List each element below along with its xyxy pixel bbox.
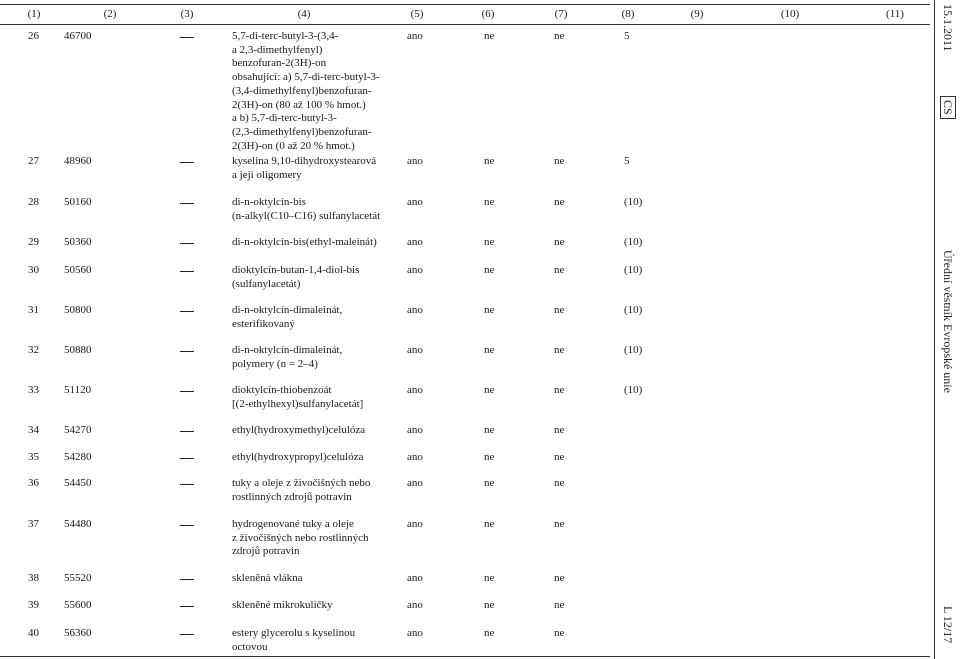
col8-value: 5 (624, 30, 630, 42)
journal-title: Úřední věstník Evropské unie (941, 250, 955, 393)
substance-name-line: octovou (232, 640, 268, 653)
col8-value: (10) (624, 304, 643, 316)
cas-dash (180, 431, 194, 432)
cas-dash (180, 391, 194, 392)
col7-value: ne (554, 344, 565, 356)
reference-number: 50800 (64, 304, 92, 316)
col6-value: ne (484, 236, 495, 248)
cas-dash (180, 271, 194, 272)
reference-number: 51120 (64, 384, 92, 396)
substance-name (232, 30, 412, 153)
substance-name-line: skleněné mikrokuličky (232, 599, 333, 611)
substance-name-line: a její oligomery (232, 168, 302, 181)
col7-value: ne (554, 424, 565, 436)
col-header-4: (4) (297, 8, 311, 20)
col6-value: ne (484, 30, 495, 42)
substance-name-line: hydrogenované tuky a oleje (232, 518, 354, 530)
col6-value: ne (484, 518, 495, 530)
substance-name (232, 304, 412, 331)
header-top-rule (0, 4, 930, 5)
cas-dash (180, 525, 194, 526)
substance-name-line: dioktylcín-butan-1,4-diol-bis (232, 264, 360, 276)
substance-name-line: (2,3-dimethylfenyl)benzofuran- (232, 125, 372, 138)
col5-value: ano (407, 599, 423, 611)
reference-number: 54450 (64, 477, 92, 489)
substance-name-line: zdrojů potravin (232, 545, 300, 558)
substance-name-line: esterifikovaný (232, 317, 295, 330)
table-header (0, 0, 930, 28)
col7-value: ne (554, 451, 565, 463)
col8-value: (10) (624, 264, 643, 276)
col8-value: (10) (624, 236, 643, 248)
col7-value: ne (554, 599, 565, 611)
reference-number: 54270 (64, 424, 92, 436)
table-bottom-rule (0, 656, 930, 657)
substance-name-line: estery glycerolu s kyselinou (232, 627, 356, 639)
col-header-10: (10) (780, 8, 800, 20)
col7-value: ne (554, 264, 565, 276)
header-bottom-rule (0, 24, 930, 25)
row-number: 39 (28, 599, 39, 611)
row-number: 31 (28, 304, 39, 316)
reference-number: 55600 (64, 599, 92, 611)
cas-dash (180, 351, 194, 352)
language-code-box: CS (940, 96, 956, 119)
substance-name-line: polymery (n = 2–4) (232, 357, 318, 370)
col-header-5: (5) (410, 8, 424, 20)
substance-name (232, 384, 412, 411)
row-number: 32 (28, 344, 39, 356)
reference-number: 50160 (64, 196, 92, 208)
col7-value: ne (554, 572, 565, 584)
col7-value: ne (554, 236, 565, 248)
row-number: 28 (28, 196, 39, 208)
col5-value: ano (407, 155, 423, 167)
cas-dash (180, 634, 194, 635)
reference-number: 55520 (64, 572, 92, 584)
substance-name-line: di-n-oktylcín-bis(ethyl-maleinát) (232, 236, 377, 248)
col6-value: ne (484, 572, 495, 584)
col5-value: ano (407, 518, 423, 530)
col5-value: ano (407, 384, 423, 396)
cas-dash (180, 458, 194, 459)
col-header-7: (7) (554, 8, 568, 20)
reference-number: 54480 (64, 518, 92, 530)
substance-name (232, 477, 412, 504)
reference-number: 50360 (64, 236, 92, 248)
col6-value: ne (484, 344, 495, 356)
col7-value: ne (554, 384, 565, 396)
col7-value: ne (554, 518, 565, 530)
col6-value: ne (484, 477, 495, 489)
substance-name (232, 264, 412, 291)
row-number: 37 (28, 518, 39, 530)
substance-name-line: [(2-ethylhexyl)sulfanylacetát] (232, 397, 364, 410)
issue-date: 15.1.2011 (941, 4, 955, 52)
reference-number: 50880 (64, 344, 92, 356)
row-number: 34 (28, 424, 39, 436)
col5-value: ano (407, 344, 423, 356)
substance-name-line: 2(3H)-on (0 až 20 % hmot.) (232, 139, 355, 152)
col-header-9: (9) (690, 8, 704, 20)
substance-name (232, 451, 412, 465)
col6-value: ne (484, 196, 495, 208)
col5-value: ano (407, 264, 423, 276)
col5-value: ano (407, 451, 423, 463)
row-number: 38 (28, 572, 39, 584)
col-header-3: (3) (180, 8, 194, 20)
substance-name (232, 424, 412, 438)
row-number: 26 (28, 30, 39, 42)
substance-name-line: rostlinných zdrojů potravin (232, 490, 352, 503)
page-margin (934, 0, 960, 659)
margin-rule (934, 0, 935, 659)
cas-dash (180, 37, 194, 38)
row-number: 36 (28, 477, 39, 489)
col7-value: ne (554, 30, 565, 42)
cas-dash (180, 243, 194, 244)
substance-name (232, 155, 412, 182)
substance-name-line: z živočišných nebo rostlinných (232, 531, 369, 544)
col8-value: (10) (624, 196, 643, 208)
col6-value: ne (484, 599, 495, 611)
substance-name-line: a 2,3-dimethylfenyl) (232, 43, 323, 56)
col6-value: ne (484, 384, 495, 396)
cas-dash (180, 606, 194, 607)
col5-value: ano (407, 627, 423, 639)
cas-dash (180, 484, 194, 485)
col8-value: (10) (624, 384, 643, 396)
substance-name (232, 599, 412, 613)
reference-number: 54280 (64, 451, 92, 463)
col8-value: 5 (624, 155, 630, 167)
page-reference: L 12/17 (941, 606, 955, 644)
substance-name-line: 2(3H)-on (80 až 100 % hmot.) (232, 98, 366, 111)
reference-number: 48960 (64, 155, 92, 167)
reference-number: 50560 (64, 264, 92, 276)
row-number: 29 (28, 236, 39, 248)
substance-name-line: (sulfanylacetát) (232, 277, 301, 290)
col-header-6: (6) (481, 8, 495, 20)
row-number: 33 (28, 384, 39, 396)
cas-dash (180, 203, 194, 204)
substance-name (232, 572, 412, 586)
col5-value: ano (407, 304, 423, 316)
col5-value: ano (407, 572, 423, 584)
substance-name (232, 196, 412, 223)
col-header-2: (2) (103, 8, 117, 20)
col-header-11: (11) (886, 8, 904, 20)
reference-number: 46700 (64, 30, 92, 42)
col7-value: ne (554, 304, 565, 316)
cas-dash (180, 162, 194, 163)
substance-name-line: skleněná vlákna (232, 572, 303, 584)
row-number: 35 (28, 451, 39, 463)
row-number: 30 (28, 264, 39, 276)
substance-name-line: obsahující: a) 5,7-di-terc-butyl-3- (232, 71, 380, 84)
col8-value: (10) (624, 344, 643, 356)
col7-value: ne (554, 627, 565, 639)
cas-dash (180, 579, 194, 580)
substance-name-line: benzofuran-2(3H)-on (232, 57, 327, 70)
substance-name-line: 5,7-di-terc-butyl-3-(3,4- (232, 30, 339, 42)
col5-value: ano (407, 424, 423, 436)
col6-value: ne (484, 451, 495, 463)
col6-value: ne (484, 155, 495, 167)
col5-value: ano (407, 30, 423, 42)
col6-value: ne (484, 304, 495, 316)
substance-name-line: kyselina 9,10-dihydroxystearová (232, 155, 377, 167)
col6-value: ne (484, 627, 495, 639)
col6-value: ne (484, 424, 495, 436)
language-code (940, 96, 955, 119)
substance-name-line: ethyl(hydroxypropyl)celulóza (232, 451, 364, 463)
col5-value: ano (407, 236, 423, 248)
col7-value: ne (554, 196, 565, 208)
substance-name (232, 236, 412, 250)
substance-name-line: a b) 5,7-di-terc-butyl-3- (232, 112, 337, 125)
substance-name-line: (n-alkyl(C10–C16) sulfanylacetát (232, 209, 381, 222)
substance-name-line: di-n-oktylcín-bis (232, 196, 306, 208)
substance-name-line: (3,4-dimethylfenyl)benzofuran- (232, 84, 372, 97)
col-header-8: (8) (621, 8, 635, 20)
substance-name-line: di-n-oktylcín-dimaleinát, (232, 344, 343, 356)
reference-number: 56360 (64, 627, 92, 639)
substance-name-line: tuky a oleje z živočišných nebo (232, 477, 371, 489)
col5-value: ano (407, 196, 423, 208)
substance-name-line: dioktylcín-thiobenzoát (232, 384, 332, 396)
substance-name (232, 518, 412, 559)
substance-name-line: di-n-oktylcín-dimaleinát, (232, 304, 343, 316)
row-number: 40 (28, 627, 39, 639)
row-number: 27 (28, 155, 39, 167)
col7-value: ne (554, 477, 565, 489)
substance-name-line: ethyl(hydroxymethyl)celulóza (232, 424, 366, 436)
col-header-1: (1) (27, 8, 41, 20)
substance-name (232, 627, 412, 654)
cas-dash (180, 311, 194, 312)
col5-value: ano (407, 477, 423, 489)
col7-value: ne (554, 155, 565, 167)
col6-value: ne (484, 264, 495, 276)
substance-name (232, 344, 412, 371)
